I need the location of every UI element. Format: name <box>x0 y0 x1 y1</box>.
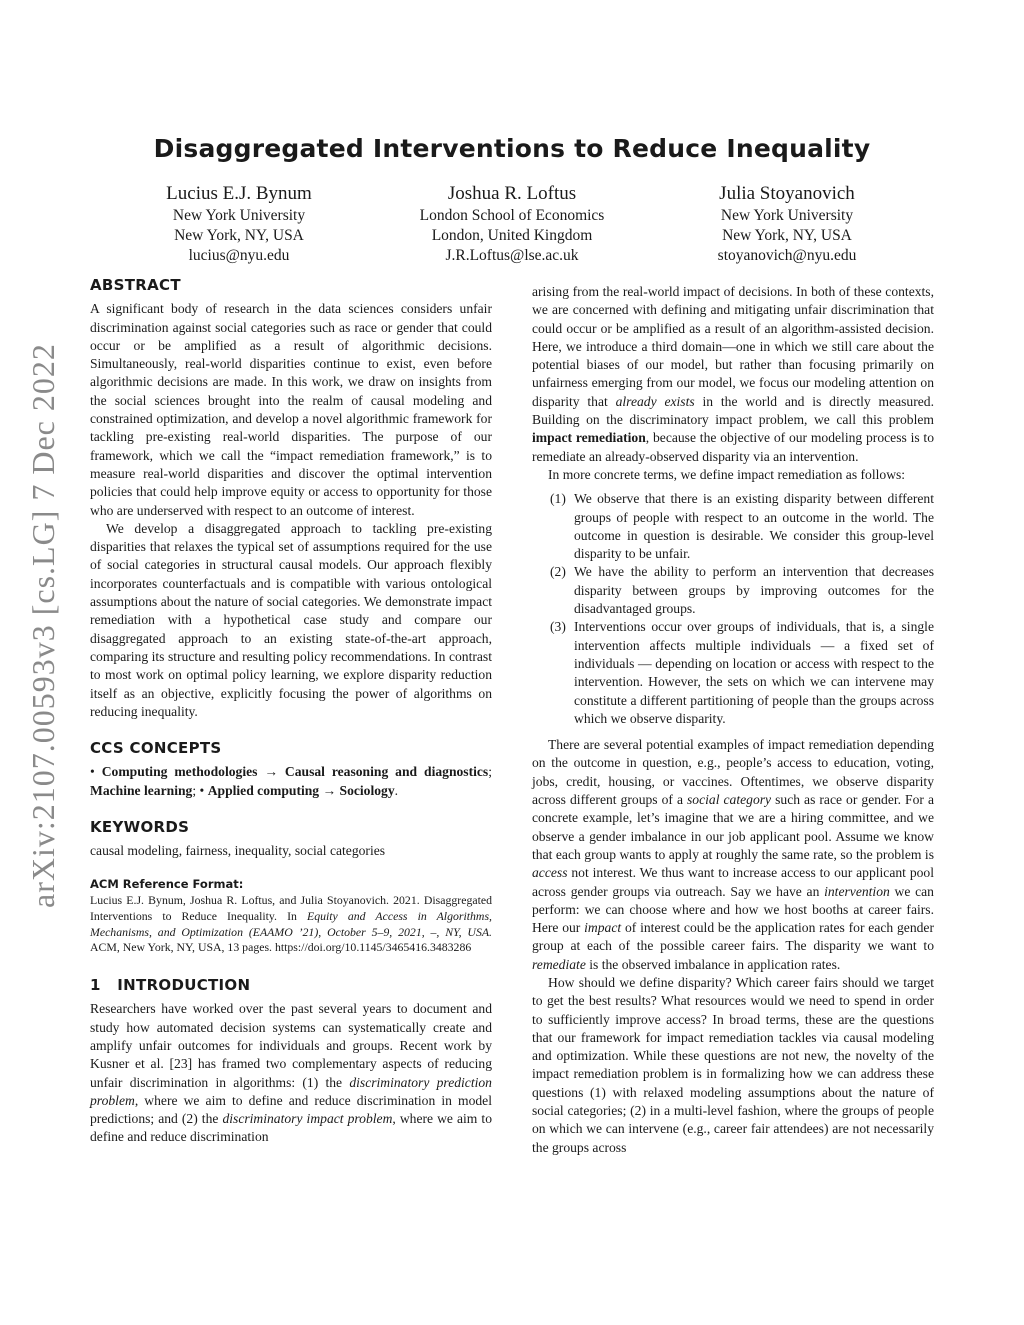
left-column <box>90 276 492 1147</box>
right-paragraph-4: How should we define disparity? Which career fairs should we target to get the best results? What resources would we need to spend in order to sufficiently improve access? In broad terms, these are the questions that our framework for impact remediation tackles via causal modeling and optimization. While these questions are not new, the novelty of the impact remediation problem is in formalizing how we can address these questions (1) with relaxed modeling assumptions about the nature of social categories; (2) in a multi-level fashion, where the groups of people on which we can intervene (e.g., career fair attendees) are not necessarily the groups across <box>532 974 934 1155</box>
acm-reference-heading: ACM Reference Format: <box>90 876 244 891</box>
right-paragraph-3: There are several potential examples of impact remediation depending on the outcome in question, e.g., people’s access to education, voting, jobs, credit, housing, or vaccines. Oftentimes, we observe disparity across different groups of a social category such as race or gender. For a concrete example, let’s imagine that we are a hiring committee, and we observe a gender imbalance in our job applicant pool. Assume we know that each group wants to apply at roughly the same rate, so the problem is access not interest. We thus want to increase access to our applicant pool across gender groups via outreach. Say we have an intervention we can perform: we can choose where and how we host booths at career fairs. Here our impact of interest could be the application rates for each gender group at each of the possible career fairs. The disparity we want to remediate is the observed imbalance in application rates. <box>532 737 934 972</box>
abstract-heading: ABSTRACT <box>90 276 181 294</box>
right-paragraph-2: In more concrete terms, we define impact remediation as follows: <box>548 466 906 482</box>
keywords-text: causal modeling, fairness, inequality, social categories <box>90 843 386 859</box>
list-item: (1) We observe that there is an existing disparity between different groups of people with respect to an outcome in the world. The outcome in question is desirable. We consider this group-level disparity to be unfair. <box>550 491 934 562</box>
ccs-section <box>90 739 492 800</box>
keywords-heading: KEYWORDS <box>90 818 190 837</box>
acm-reference: Lucius E.J. Bynum, Joshua R. Loftus, and Julia Stoyanovich. 2021. Disaggregated Interventions to Reduce Inequality. In Equity and Access in Algorithms, Mechanisms, and Optimization (EAAMO ’21), October 5–9, 2021, –, NY, USA. ACM, New York, NY, USA, 13 pages. https://doi.org/10.1145/3465416.3483286 <box>90 892 492 955</box>
list-item: (2) We have the ability to perform an intervention that decreases disparity between groups by improving outcomes for the disadvantaged groups. <box>550 564 934 617</box>
author-2 <box>362 182 662 266</box>
author-location: New York, NY, USA <box>174 227 304 244</box>
author-email: J.R.Loftus@lse.ac.uk <box>445 247 579 264</box>
abstract-paragraph-2: We develop a disaggregated approach to tackling pre-existing disparities that relaxes the typical set of assumptions required for the use of social categories in structural causal models. Our approach flexibly incorporates counterfactuals and is compatible with various ontological assumptions about the nature of social categories. We demonstrate impact remediation with a hypothetical case study and compare our disaggregated approach to an existing state-of-the-art approach, comparing its structure and resulting policy recommendations. In contrast to most work on optimal policy learning, we explore disparity reduction itself as an objective, explicitly focusing the power of algorithms on reducing inequality. <box>90 520 492 719</box>
author-location: New York, NY, USA <box>722 227 852 244</box>
author-name: Lucius E.J. Bynum <box>166 183 312 204</box>
introduction-paragraph: Researchers have worked over the past several years to document and study how automated decision systems can systematically create and amplify unfair outcomes for individuals and groups. Recent work by Kusner et al. [23] has framed two complementary aspects of reducing unfair discrimination in algorithms: (1) the discriminatory prediction problem, where we aim to define and reduce discrimination in model predictions; and (2) the discriminatory impact problem, where we aim to define and reduce discrimination <box>90 1001 493 1145</box>
right-paragraph-1: arising from the real-world impact of decisions. In both of these contexts, we are concerned with defining and mitigating unfair discrimination that could occur or be amplified as a result of an algorithm-assisted decision. Here, we introduce a third domain—one in which we still care about the potential biases of our model, but rather than focusing primarily on unfairness emerging from our model, we focus our modeling attention on disparity that already exists in the world and is directly measured. Building on the discriminatory impact problem, we call this problem impact remediation, because the objective of our modeling process is to remediate an already-observed disparity via an intervention. <box>532 284 935 464</box>
abstract-paragraph-1: A significant body of research in the data sciences considers unfair discrimination against social categories such as race or gender that could occur or be amplified as a result of algorithmic decisions. Simultaneously, real-world disparities continue to exist, even before algorithmic decisions are made. In this work, we draw on insights from the social sciences brought into the realm of causal modeling and constrained optimization, and develop a novel algorithmic framework for tackling pre-existing real-world disparities. The purpose of our framework, which we call the “impact remediation framework,” is to measure real-world disparities and discover the optimal intervention policies that could help improve equity or access to opportunity for those who are underserved with respect to an outcome of interest. <box>90 301 492 518</box>
ccs-concepts: • Computing methodologies → Causal reasoning and diagnostics; Machine learning; • Applied computing → Sociology. <box>90 764 493 798</box>
author-name: Joshua R. Loftus <box>447 183 577 204</box>
author-affiliation: New York University <box>172 207 306 224</box>
keywords-section <box>90 818 492 861</box>
arxiv-stamp: arXiv:2107.00593v3 [cs.LG] 7 Dec 2022 <box>25 343 61 908</box>
paper-title: Disaggregated Interventions to Reduce Inequality <box>153 134 871 163</box>
introduction-heading: 1 INTRODUCTION <box>90 976 251 995</box>
author-location: London, United Kingdom <box>431 227 593 244</box>
author-affiliation: London School of Economics <box>419 207 605 224</box>
author-1 <box>89 182 389 266</box>
author-email: lucius@nyu.edu <box>188 247 290 264</box>
introduction-section <box>90 976 492 1147</box>
author-affiliation: New York University <box>720 207 854 224</box>
definition-list <box>532 490 934 728</box>
author-name: Julia Stoyanovich <box>719 183 855 204</box>
right-column <box>532 283 934 1157</box>
author-email: stoyanovich@nyu.edu <box>717 247 857 264</box>
list-item: (3) Interventions occur over groups of individuals, that is, a single intervention affects multiple individuals — a fixed set of individuals — depending on location or access with respect to the intervention. However, the sets on which we can intervene may constitute a different partitioning of people than the groups across which we observe disparity. <box>550 619 934 726</box>
author-3 <box>637 182 937 266</box>
ccs-heading: CCS CONCEPTS <box>90 739 222 758</box>
